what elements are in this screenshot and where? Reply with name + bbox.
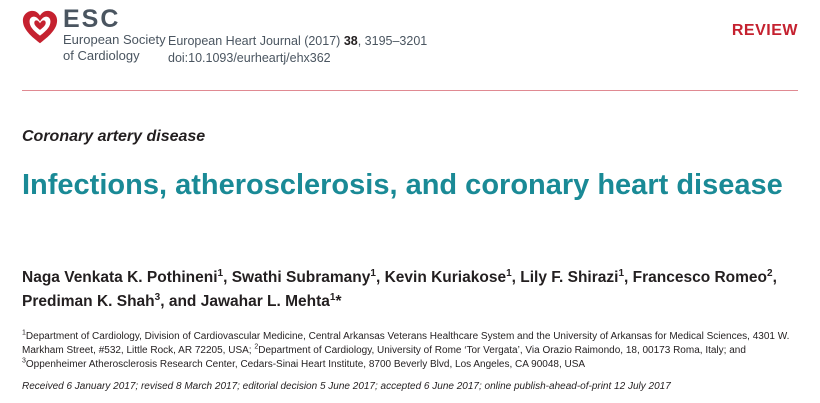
- author[interactable]: Kevin Kuriakose$^1$: [384, 267, 512, 286]
- section-heading: Coronary artery disease: [22, 128, 206, 145]
- header-divider: [22, 90, 798, 91]
- doi-link[interactable]: doi:10.1093/eurheartj/ehx362: [168, 51, 331, 65]
- society-name-line2: of Cardiology: [63, 48, 140, 63]
- author[interactable]: Swathi Subramany$^1$: [231, 267, 376, 286]
- affiliation-text: Oppenheimer Atherosclerosis Research Center, Cedars-Sinai Heart Institute, 8700 Beverly Blvd, Los Angeles, CA 90048, USA: [25, 359, 586, 370]
- author[interactable]: Prediman K. Shah$^3$: [22, 291, 161, 310]
- esc-heart-logo-icon: [21, 9, 59, 47]
- affiliations: $^1$Department of Cardiology, Division of Cardiovascular Medicine, Central Arkansas Veterans Healthcare System and the University of Arkansas for Medical Sciences, 4301 W. Markham Street, #532, Little Rock, AR 72205, USA; $^2$Department of Cardiology, University of Rome ‘Tor Vergata’, Via Orazio Raimondo, 18, 00173 Roma, Italy; and $^3$Oppenheimer Atherosclerosis Research Center, Cedars-Sinai Heart Institute, 8700 Beverly Blvd, Los Angeles, CA 90048, USA: [22, 329, 790, 370]
- affiliation-text: Department of Cardiology, University of Rome ‘Tor Vergata’, Via Orazio Raimondo, 18, 00173 Roma, Italy; and: [258, 345, 746, 356]
- author[interactable]: Jawahar L. Mehta$^1$: [200, 291, 336, 310]
- journal-name: European Heart Journal (2017): [168, 34, 341, 48]
- affiliation-text: Department of Cardiology, Division of Cardiovascular Medicine, Central Arkansas Veterans Healthcare System and the University of Arkansas for Medical Sciences, 4301 W. Markham Street, #532, Little Rock, AR 72205, USA;: [22, 331, 790, 356]
- article-type-badge: REVIEW: [731, 22, 798, 39]
- author[interactable]: Naga Venkata K. Pothineni$^1$: [22, 267, 224, 286]
- society-logo-text: [63, 6, 166, 64]
- article-title: Infections, atherosclerosis, and coronary heart disease: [22, 169, 783, 201]
- journal-pages: , 3195–3201: [357, 34, 428, 48]
- author[interactable]: Lily F. Shirazi$^1$: [520, 267, 625, 286]
- author[interactable]: Francesco Romeo$^2$: [632, 267, 773, 286]
- article-history-dates: Received 6 January 2017; revised 8 March 2017; editorial decision 5 June 2017; accepted 6 June 2017; online publish-ahead-of-print 12 July 2017: [22, 381, 671, 392]
- author-list: Naga Venkata K. Pothineni$^1$, Swathi Subramany$^1$, Kevin Kuriakose$^1$, Lily F. Shirazi$^1$, Francesco Romeo$^2$, Prediman K. Shah$^3$, and Jawahar L. Mehta$^1$*: [22, 267, 777, 310]
- journal-citation: [168, 33, 427, 67]
- journal-volume: 38: [343, 34, 358, 48]
- society-name-line1: European Society: [63, 32, 166, 47]
- society-abbr: ESC: [63, 5, 121, 33]
